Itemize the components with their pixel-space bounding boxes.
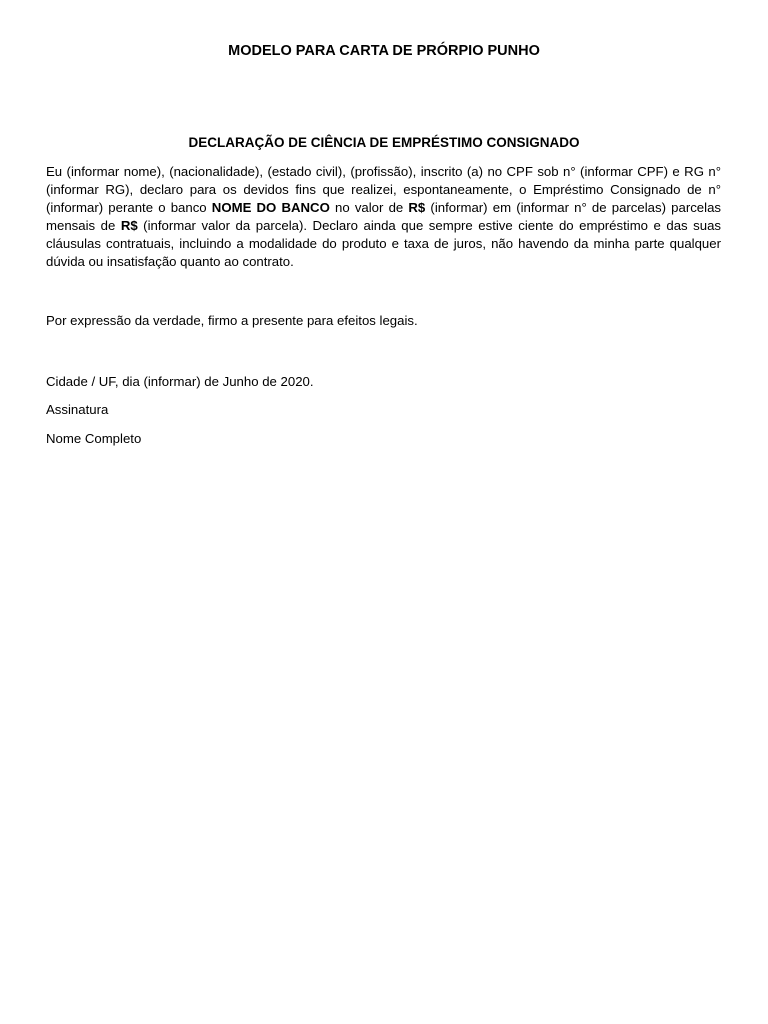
signature-label: Assinatura: [46, 402, 109, 417]
bank-name-text: NOME DO BANCO: [211, 200, 330, 215]
paragraph-text-1: Eu (informar nome), (nacionalidade), (estado civil), (profissão), inscrito (a) no CPF sob n° (informar CPF) e RG n° (informar RG), declaro para os devidos fins que realizei, espontaneamente, o Empréstimo Consignado de n° (informar) perante o banco: [46, 164, 721, 215]
full-name-label: Nome Completo: [46, 431, 142, 446]
paragraph-text-4: (informar valor da parcela). Declaro ainda que sempre estive ciente do empréstimo e das suas cláusulas contratuais, incluindo a modalidade do produto e taxa de juros, não havendo da minha parte qualquer dúvida ou insatisfação quanto ao contrato.: [46, 218, 722, 269]
currency-symbol-1: R$: [408, 200, 426, 215]
paragraph-text-3: (informar) em (informar n° de parcelas) parcelas mensais de: [46, 200, 721, 233]
paragraph-text-2: no valor de: [329, 200, 409, 215]
document-title: MODELO PARA CARTA DE PRÓRPIO PUNHO: [228, 43, 540, 59]
truth-statement: Por expressão da verdade, firmo a presente para efeitos legais.: [46, 313, 418, 328]
currency-symbol-2: R$: [120, 218, 138, 233]
place-date-line: Cidade / UF, dia (informar) de Junho de 2020.: [46, 374, 314, 389]
declaration-heading: DECLARAÇÃO DE CIÊNCIA DE EMPRÉSTIMO CONSIGNADO: [188, 135, 580, 150]
declaration-paragraph: [46, 163, 721, 271]
